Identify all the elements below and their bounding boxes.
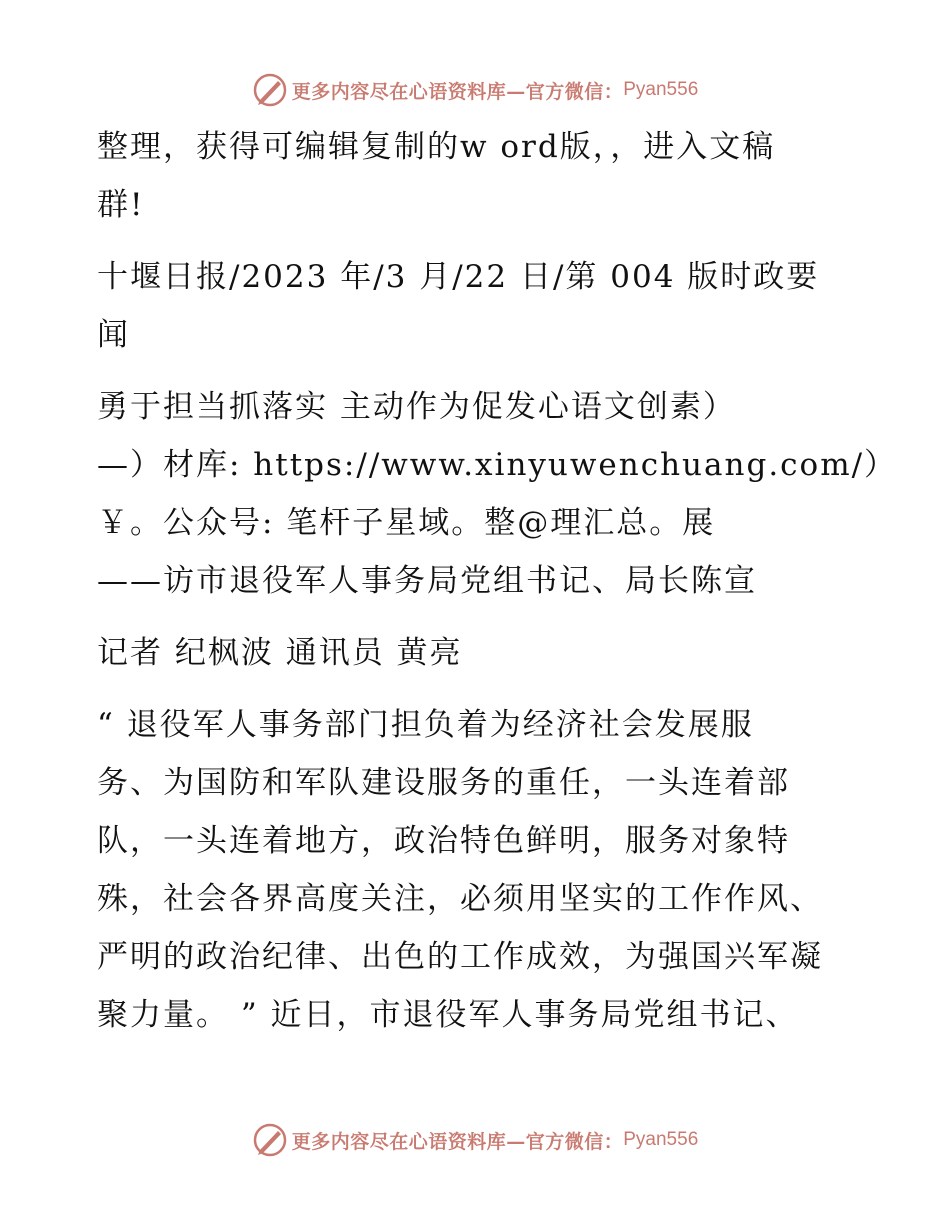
text-line: 殊，社会各界高度关注，必须用坚实的工作作风、: [97, 881, 823, 917]
text-line: 闻: [97, 317, 130, 353]
text-line: 整理，获得可编辑复制的w ord版，，进入文稿: [97, 129, 776, 165]
watermark-text: 更多内容尽在心语资料库—官方微信：: [291, 80, 624, 103]
text-line: ￥。公众号: 笔杆子星域。整@理汇总。展: [97, 505, 716, 541]
text-line: 勇于担当抓落实 主动作为促发心语文创素）: [97, 389, 736, 425]
text-line: 务、为国防和军队建设服务的重任，一头连着部: [97, 765, 790, 801]
text-line: ——访市退役军人事务局党组书记、局长陈宣: [97, 563, 757, 599]
pen-logo-icon: [252, 72, 288, 108]
text-line: 记者 纪枫波 通讯员 黄亮: [97, 635, 463, 671]
text-line: “ 退役军人事务部门担负着为经济社会发展服: [97, 707, 754, 743]
paragraph-source: [97, 248, 867, 364]
text-line: 聚力量。 ” 近日，市退役军人事务局党组书记、: [97, 997, 799, 1033]
watermark-text: 更多内容尽在心语资料库—官方微信：: [291, 1130, 624, 1153]
text-line: 十堰日报/2023 年/3 月/22 日/第 004 版时政要: [97, 259, 820, 295]
paragraph-subtitle: [97, 552, 867, 610]
text-line: 群!: [97, 187, 145, 223]
text-line: 队，一头连着地方，政治特色鲜明，服务对象特: [97, 823, 790, 859]
pen-logo-icon: [252, 1122, 288, 1158]
paragraph-byline: [97, 624, 867, 682]
text-line: 严明的政治纪律、出色的工作成效，为强国兴军凝: [97, 939, 823, 975]
watermark-wechat-id: Pyan556: [623, 79, 699, 100]
text-line: —）材库: https://www.xinyuwenchuang.com/）: [97, 447, 898, 483]
document-body: [97, 118, 898, 1044]
footer-watermark-banner: [0, 1118, 950, 1162]
header-watermark-banner: [0, 68, 950, 112]
paragraph-intro: [97, 118, 867, 234]
paragraph-title: [97, 378, 898, 552]
paragraph-body: [97, 696, 867, 1044]
watermark-wechat-id: Pyan556: [623, 1129, 699, 1150]
